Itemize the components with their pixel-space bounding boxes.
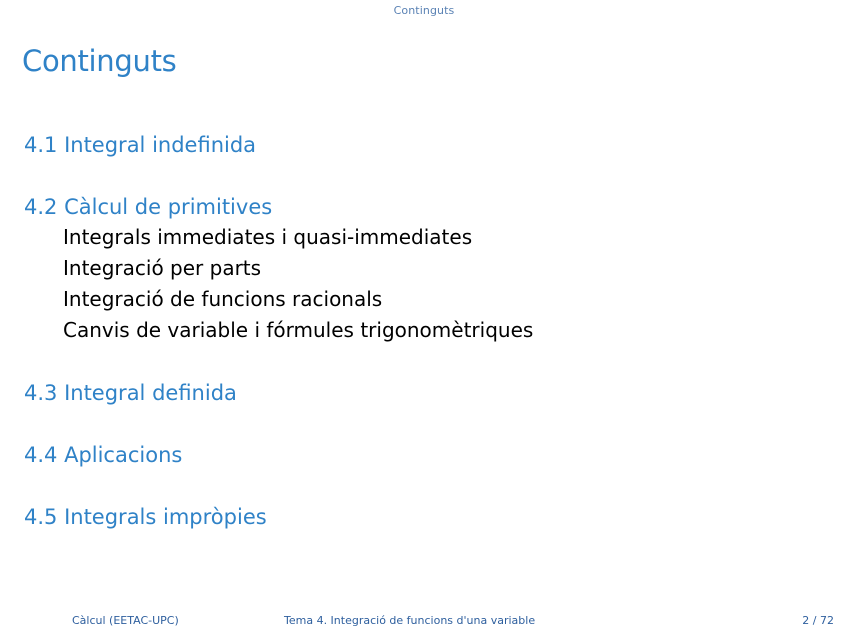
- header-section-title: Continguts: [393, 4, 455, 17]
- footer-course: Càlcul (EETAC-UPC): [72, 614, 179, 627]
- toc-subsection-integracio-per-parts[interactable]: Integració per parts: [63, 256, 262, 280]
- toc-section-4-5[interactable]: 4.5 Integrals impròpies: [24, 505, 267, 529]
- toc-subsection-funcions-racionals[interactable]: Integració de funcions racionals: [63, 287, 383, 311]
- toc-section-4-4[interactable]: 4.4 Aplicacions: [24, 443, 183, 467]
- frame-title: Continguts: [22, 44, 177, 78]
- toc-subsections-4-2: [24, 222, 824, 346]
- footer: [0, 614, 848, 632]
- footer-topic: Tema 4. Integració de funcions d'una variable: [284, 614, 536, 627]
- toc-section-4-2[interactable]: 4.2 Càlcul de primitives: [24, 195, 273, 219]
- footer-page-number: 2 / 72: [802, 614, 834, 627]
- toc-subsection-canvis-de-variable[interactable]: Canvis de variable i fórmules trigonomètriques: [63, 318, 534, 342]
- toc-section-4-3[interactable]: 4.3 Integral definida: [24, 381, 237, 405]
- toc-subsection-integrals-immediates[interactable]: Integrals immediates i quasi-immediates: [63, 225, 473, 249]
- toc-section-4-1[interactable]: 4.1 Integral indefinida: [24, 133, 257, 157]
- table-of-contents: [24, 130, 824, 532]
